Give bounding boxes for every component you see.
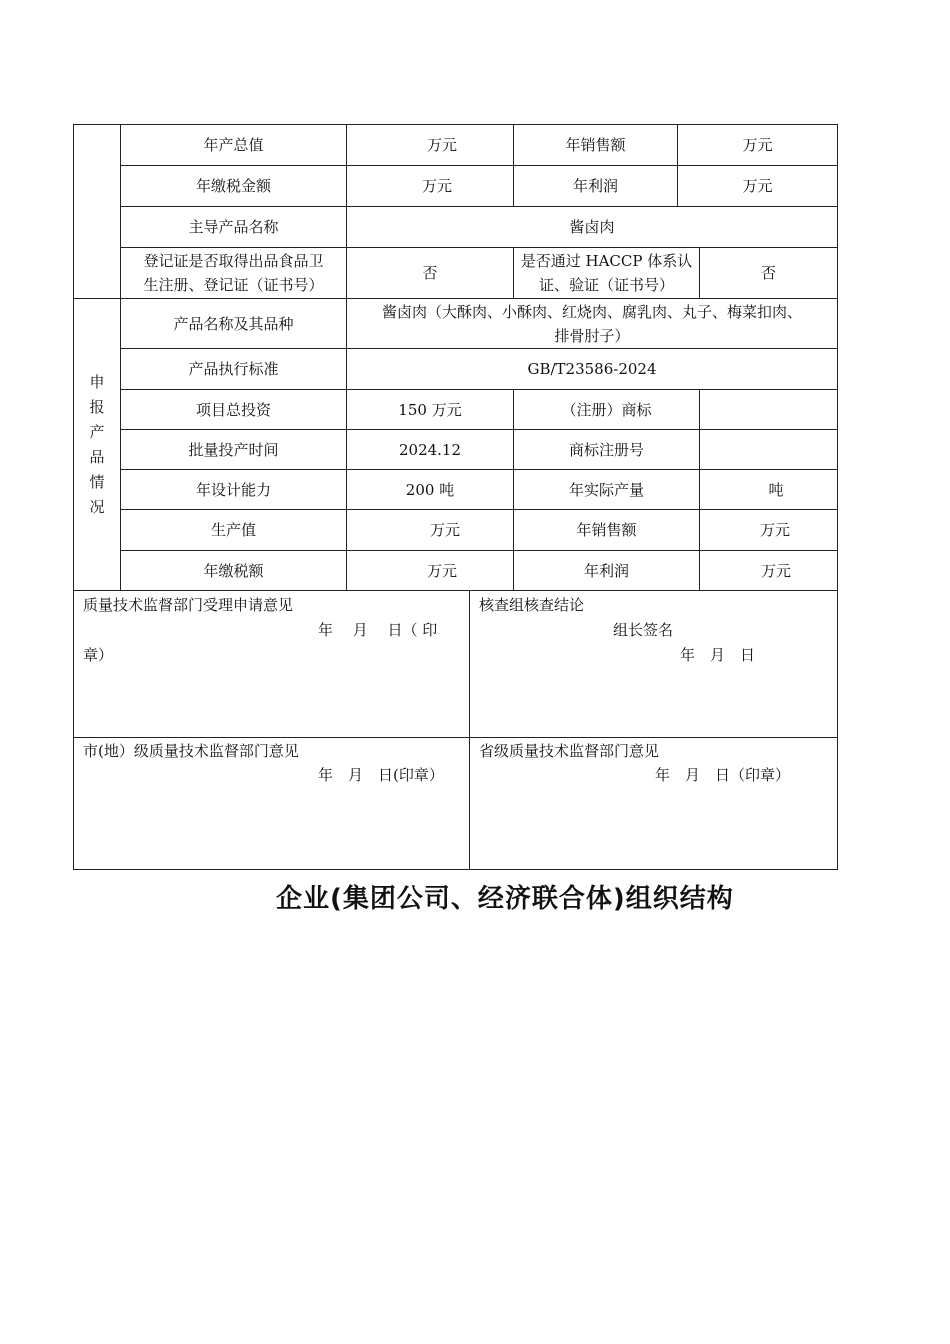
org-structure-heading: 企业(集团公司、经济联合体)组织结构	[276, 884, 734, 914]
design-capacity-value: 200 吨	[405, 480, 455, 499]
registration-label-line2: 生注册、登记证（证书号）	[143, 276, 324, 294]
product-variety-value	[347, 299, 837, 348]
annual-output-value: 万元	[426, 136, 457, 154]
product-variety-line1: 酱卤肉（大酥肉、小酥肉、红烧肉、腐乳肉、丸子、梅菜扣肉、	[381, 302, 802, 321]
registration-label	[121, 248, 346, 298]
standard-label: 产品执行标准	[188, 360, 279, 378]
province-dept-date: 年 月 日（印章）	[655, 766, 791, 784]
trademark-reg-label: 商标注册号	[568, 440, 644, 459]
haccp-value: 否	[760, 264, 776, 282]
declared-product-side-label	[74, 370, 120, 520]
side-char: 况	[89, 498, 105, 516]
product-variety-line2: 排骨肘子）	[554, 326, 630, 345]
registration-value: 否	[422, 264, 438, 282]
city-dept-date: 年 月 日(印章）	[318, 766, 444, 784]
actual-output-value: 吨	[768, 480, 784, 499]
trademark-reg-value	[700, 430, 837, 469]
review-group-title: 核查组核查结论	[479, 596, 585, 614]
province-dept-title: 省级质量技术监督部门意见	[479, 742, 660, 760]
standard-value: GB/T23586-2024	[527, 360, 657, 378]
trademark-value	[700, 390, 837, 429]
main-product-label: 主导产品名称	[188, 218, 279, 236]
sales-label: 年销售额	[576, 521, 637, 539]
main-product-value: 酱卤肉	[569, 218, 615, 236]
tax-value: 万元	[426, 561, 457, 580]
side-char: 报	[89, 398, 105, 416]
quality-dept-date: 年 月 日（ 印	[318, 621, 438, 639]
haccp-label-line1: 是否通过 HACCP 体系认	[520, 252, 693, 270]
review-group-sign: 组长签名	[613, 621, 674, 639]
production-start-label: 批量投产时间	[188, 440, 279, 459]
production-value-label: 生产值	[210, 521, 256, 539]
total-investment-value: 150 万元	[398, 400, 462, 419]
quality-dept-title: 质量技术监督部门受理申请意见	[83, 596, 294, 614]
design-capacity-label: 年设计能力	[195, 480, 271, 499]
annual-tax-label: 年缴税金额	[195, 177, 271, 195]
side-char: 情	[89, 473, 105, 491]
side-char: 产	[89, 423, 105, 441]
annual-profit-label: 年利润	[572, 177, 618, 195]
actual-output-label: 年实际产量	[568, 480, 644, 499]
side-char: 申	[89, 373, 105, 391]
haccp-label-line2: 证、验证（证书号）	[538, 276, 674, 294]
production-start-value: 2024.12	[398, 440, 462, 459]
haccp-label	[514, 248, 699, 298]
sales-value: 万元	[759, 521, 790, 539]
annual-output-label: 年产总值	[203, 136, 264, 154]
annual-sales-label: 年销售额	[565, 136, 626, 154]
annual-profit-value: 万元	[742, 177, 773, 195]
quality-dept-date-cont: 章）	[83, 646, 114, 664]
registration-label-line1: 登记证是否取得出品食品卫	[143, 252, 324, 270]
profit-label: 年利润	[583, 561, 629, 580]
profit-value: 万元	[760, 561, 791, 580]
review-group-date: 年 月 日	[680, 646, 756, 664]
tax-label: 年缴税额	[203, 561, 264, 580]
production-value-value: 万元	[429, 521, 460, 539]
product-variety-label: 产品名称及其品种	[173, 314, 294, 333]
city-dept-title: 市(地）级质量技术监督部门意见	[83, 742, 299, 760]
trademark-label: （注册）商标	[561, 400, 652, 419]
total-investment-label: 项目总投资	[195, 400, 271, 419]
side-char: 品	[89, 448, 105, 466]
annual-sales-value: 万元	[742, 136, 773, 154]
annual-tax-value: 万元	[421, 177, 452, 195]
